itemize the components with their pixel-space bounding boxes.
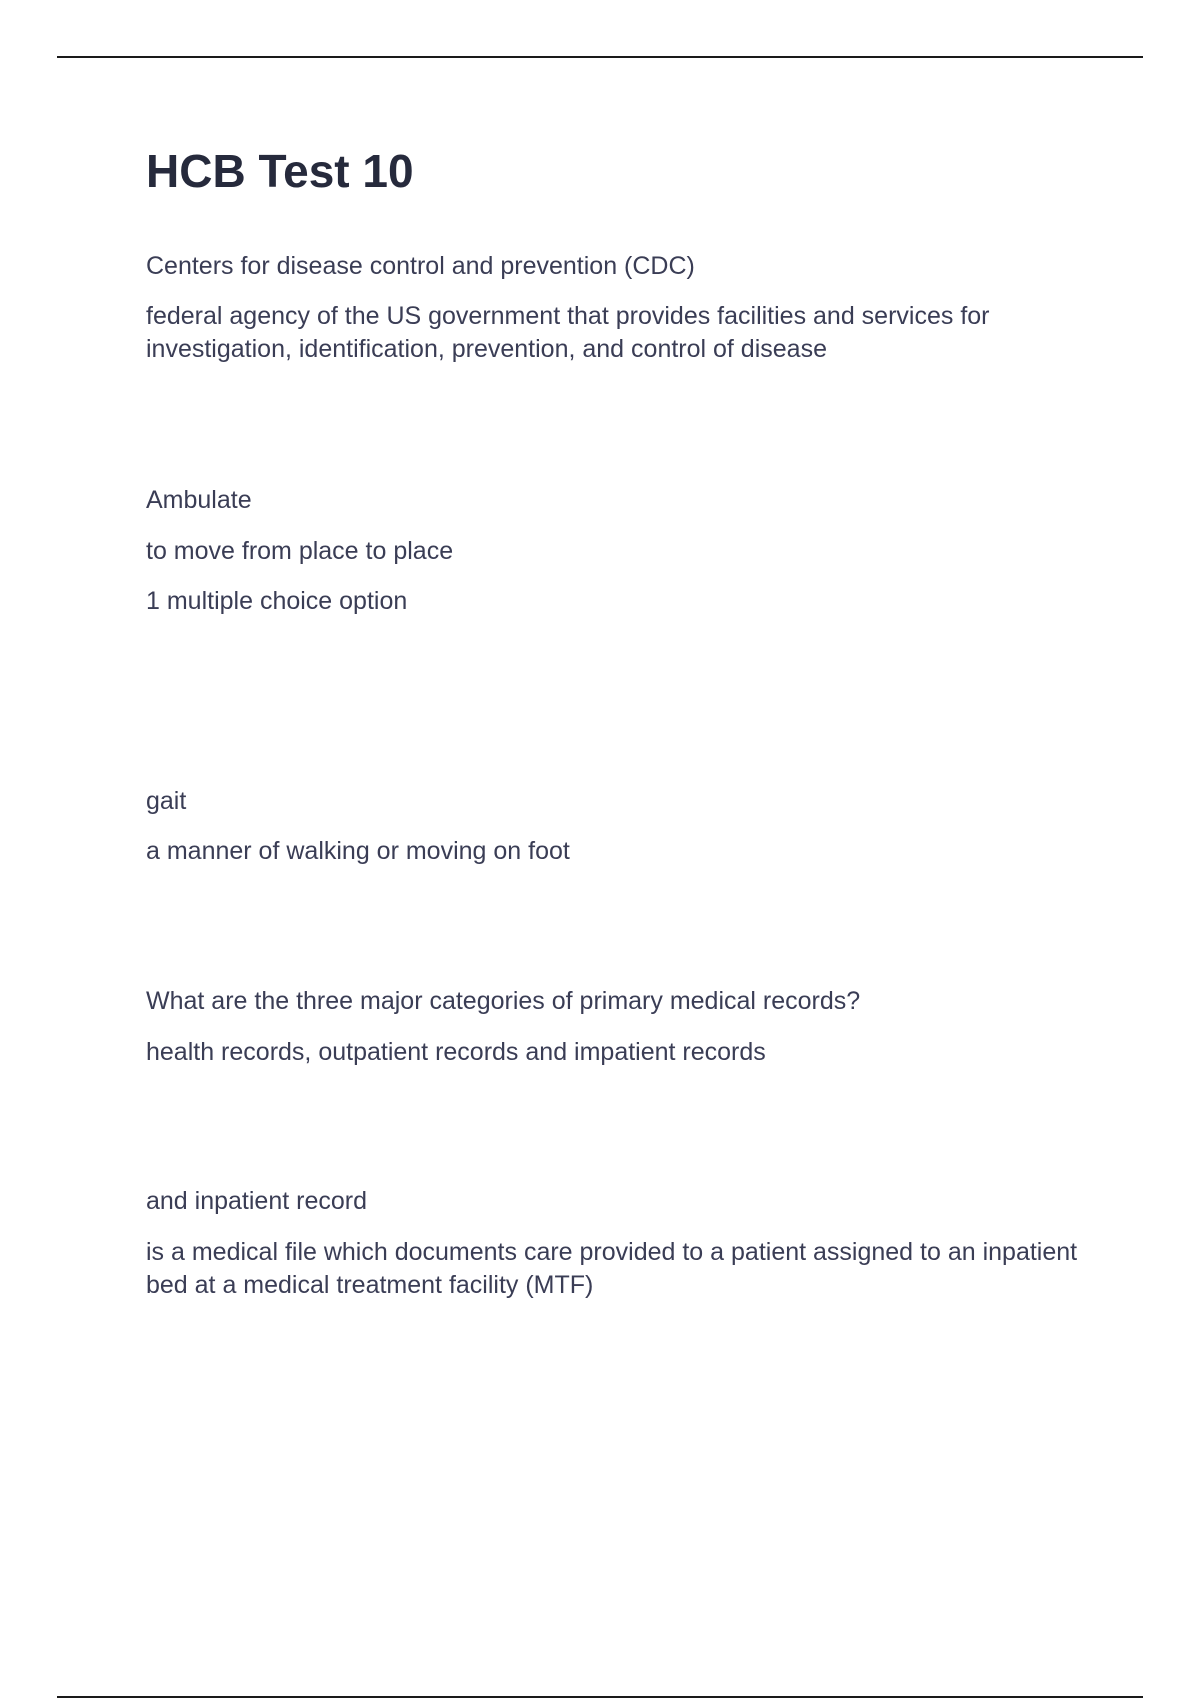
card-2-note: 1 multiple choice option [146,587,408,615]
card-3-definition: a manner of walking or moving on foot [146,837,570,865]
bottom-divider [57,1696,1143,1698]
card-1-term: Centers for disease control and prevention (CDC) [146,252,695,280]
card-5-definition: is a medical file which documents care provided to a patient assigned to an inpatient bed at a medical treatment facility (MTF) [146,1238,1078,1299]
top-divider [57,56,1143,58]
card-1-definition: federal agency of the US government that provides facilities and services for investigation, identification, prevention, and control of disease [146,302,990,363]
card-4-term: What are the three major categories of primary medical records? [146,987,861,1015]
card-3-term: gait [146,787,187,815]
card-2-term: Ambulate [146,486,252,514]
card-5-term: and inpatient record [146,1187,367,1215]
page-title: HCB Test 10 [146,145,414,197]
card-4-definition: health records, outpatient records and impatient records [146,1038,766,1066]
card-2-definition: to move from place to place [146,537,454,565]
